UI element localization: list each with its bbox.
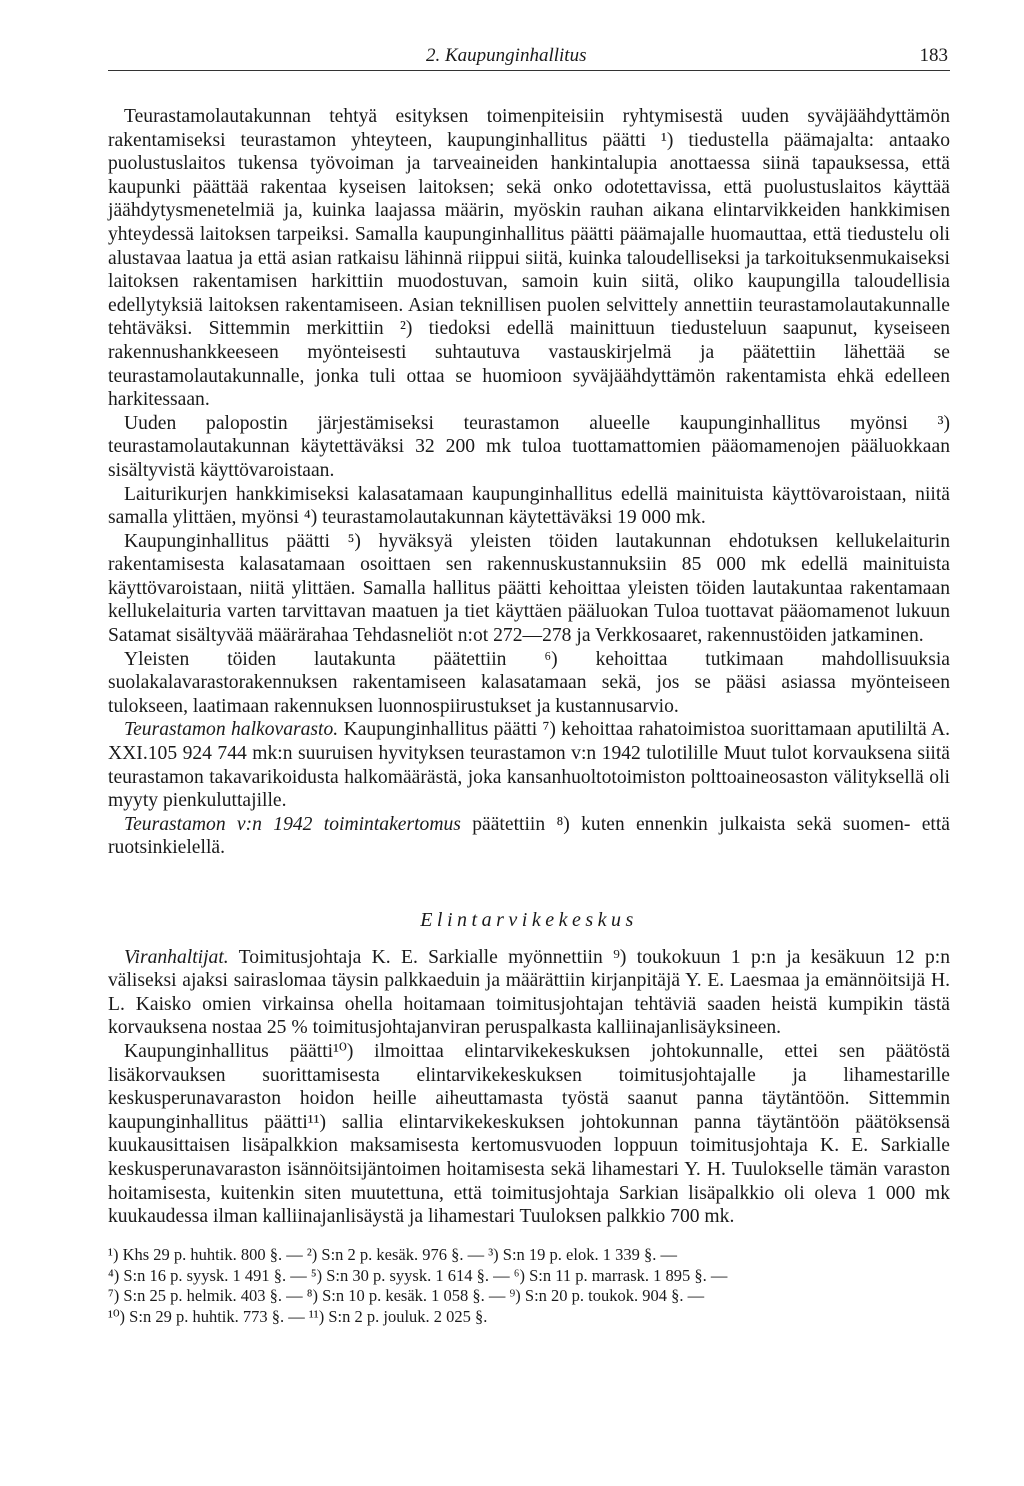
page-header — [108, 44, 950, 71]
paragraph-text: Kaupunginhallitus päätti¹⁰) ilmoittaa elintarvikekeskuksen johtokunnalle, ettei sen päätöstä lisäkorvauksen suorittamisesta elintarvikekeskuksen toimitusjohtajalle ja lihamestarille keskusperunavaraston hoidon heille aiheuttamasta työstä saanut panna täytäntöön. Sittemmin kaupunginhallitus päätti¹¹) sallia elintarvikekeskuksen johtokunnan panna täytäntöön päätöksensä kuukausittaisen lisäpalkkion maksamisesta kertomusvuoden loppuun toimitusjohtaja K. E. Sarkialle keskusperunavaraston isännöitsijäntoimen hoitamisesta sekä lihamestari Y. H. Tuulokselle tämän varaston hoitamisesta, kuitenkin siten muutettuna, että toimitusjohtaja Sarkian lisäpalkkio oli oleva 1 000 mk kuukaudessa ilman kalliinajanlisäystä ja lihamestari Tuuloksen palkkio 700 mk. — [108, 1040, 950, 1228]
paragraph-lead: Viranhaltijat. — [124, 946, 229, 968]
paragraph-lead: Teurastamon halkovarasto. — [124, 719, 339, 741]
footnote-line: ⁴) S:n 16 p. syysk. 1 491 §. — ⁵) S:n 30 p. syysk. 1 614 §. — ⁶) S:n 11 p. marrask. 1 895 §. — — [108, 1265, 728, 1285]
paragraph — [108, 718, 950, 812]
paragraph — [108, 412, 950, 483]
document-page — [108, 44, 950, 1328]
footnote-line: ⁷) S:n 25 p. helmik. 403 §. — ⁸) S:n 10 p. kesäk. 1 058 §. — ⁹) S:n 20 p. toukok. 904 §. — — [108, 1286, 705, 1306]
section-elintarvikekeskus — [108, 946, 950, 1229]
paragraph — [108, 530, 950, 648]
paragraph-text: Teurastamolautakunnan tehtyä esityksen toimenpiteisiin ryhtymisestä uuden syväjäähdyttämön rakentamiseksi teurastamon yhteyteen, kaupunginhallitus päätti ¹) tiedustella päämajalta: antaako puolustuslaitos tukensa työvoiman ja tarveaineiden hankintalupia anottaessa siinä tapauksessa, että kaupunki päättää rakentaa kyseisen laitoksen; sekä onko odotettavissa, että puolustuslaitos käyttää jäähdytysmenetelmiä ja, kuinka laajassa määrin, myöskin rauhan aikana elintarvikkeiden hankkimisen yhteydessä laitoksen tarpeiksi. Samalla kaupunginhallitus päätti päämajalle huomauttaa, että tiedustelu oli alustavaa laatua ja että asian ratkaisu lähinnä riippui siitä, kuinka taloudelliseksi ja tarkoituksenmukaiseksi laitoksen rakentamisen harkittiin muodostuvan, samoin kuin siitä, oliko kaupungilla taloudellisia edellytyksiä laitoksen rakentamiseen. Asian teknillisen puolen selvittely annettiin teurastamolautakunnalle tehtäväksi. Sittemmin merkittiin ²) tiedoksi edellä mainittuun tiedusteluun saapunut, kyseiseen rakennushankkeeseen myönteisesti suhtautuva vastauskirjelmä ja päätettiin lähettää se teurastamolautakunnalle, jonka tuli ottaa se huomioon syväjäähdyttämön rakentamista ehkä edelleen harkitessaan. — [108, 106, 950, 411]
section-title: Elintarvikekeskus — [420, 909, 638, 931]
document-body — [108, 105, 950, 1328]
paragraph — [108, 946, 950, 1040]
paragraph-text: Yleisten töiden lautakunta päätettiin ⁶) kehoittaa tutkimaan mahdollisuuksia suolakalavarastorakennuksen rakentamiseen kalasatamaan sekä, jos se pääsi asiassa myönteiseen tulokseen, laatimaan rakennuksen luonnospiirustukset ja kustannusarvio. — [108, 648, 950, 717]
paragraph-text: Toimitusjohtaja K. E. Sarkialle myönnettiin ⁹) toukokuun 1 p:n ja kesäkuun 12 p:n väliseksi ajaksi sairaslomaa täysin palkkaeduin ja määrättiin kirjanpitäjä Y. E. Laesmaa ja emännöitsijä H. L. Kaisko omien virkainsa ohella hoitamaan toimitusjohtajan tehtäviä saaden heistä kumpikin tästä korvauksena nostaa 25 % toimitusjohtajanviran peruspalkasta kalliinajanlisäyksineen. — [108, 946, 950, 1039]
footnote-line: ¹⁰) S:n 29 p. huhtik. 773 §. — ¹¹) S:n 2 p. jouluk. 2 025 §. — [108, 1307, 488, 1327]
paragraph — [108, 648, 950, 719]
paragraph-text: päätettiin ⁸) kuten ennenkin julkaista sekä suomen- että ruotsinkielellä. — [108, 813, 950, 859]
paragraph-text: Uuden palopostin järjestämiseksi teurastamon alueelle kaupunginhallitus myönsi ³) teurastamolautakunnan käytettäväksi 32 200 mk tuloa tuottamattomien pääomamenojen pääluokkaan sisältyvistä käyttövaroistaan. — [108, 412, 950, 481]
footnotes — [108, 1245, 950, 1328]
paragraph-text: Laiturikurjen hankkimiseksi kalasatamaan kaupunginhallitus edellä mainituista käyttövaroistaan, niitä samalla ylittäen, myönsi ⁴) teurastamolautakunnan käytettäväksi 19 000 mk. — [108, 483, 950, 529]
chapter-title: 2. Kaupunginhallitus — [426, 45, 587, 66]
footnote-line: ¹) Khs 29 p. huhtik. 800 §. — ²) S:n 2 p. kesäk. 976 §. — ³) S:n 19 p. elok. 1 339 §. — — [108, 1244, 677, 1264]
section-teurastamo — [108, 105, 950, 860]
paragraph-text: Kaupunginhallitus päätti ⁵) hyväksyä yleisten töiden lautakunnan ehdotuksen kellukelaiturin rakentamisesta kalasatamaan osoittaen sen rakennuskustannuksiin 85 000 mk edellä mainituista käyttövaroistaan, niitä ylittäen. Samalla hallitus päätti kehoittaa yleisten töiden lautakuntaa rakentamaan kellukelaituria varten tarvittavan maatuen ja tiet käyttäen pääluokan Tuloa tuottavat pääomamenot lukuun Satamat sisältyvää määrärahaa Tehdasneliöt n:ot 272—278 ja Verkkosaaret, rakennustöiden jatkaminen. — [108, 530, 950, 647]
paragraph — [108, 813, 950, 860]
paragraph-text: Kaupunginhallitus päätti ⁷) kehoittaa rahatoimistoa suorittamaan aputililtä A. XXI.105 924 744 mk:n suuruisen hyvityksen teurastamon v:n 1942 tulotilille Muut tulot korvauksena siitä teurastamon takavarikoidusta halkomäärästä, joka kansanhuoltotoimiston polttoaineosaston välityksellä oli myyty pienkuluttajille. — [108, 719, 951, 812]
page-number: 183 — [919, 45, 948, 66]
paragraph — [108, 483, 950, 530]
paragraph-lead: Teurastamon v:n 1942 toimintakertomus — [124, 813, 461, 835]
paragraph — [108, 1040, 950, 1229]
paragraph — [108, 105, 950, 412]
